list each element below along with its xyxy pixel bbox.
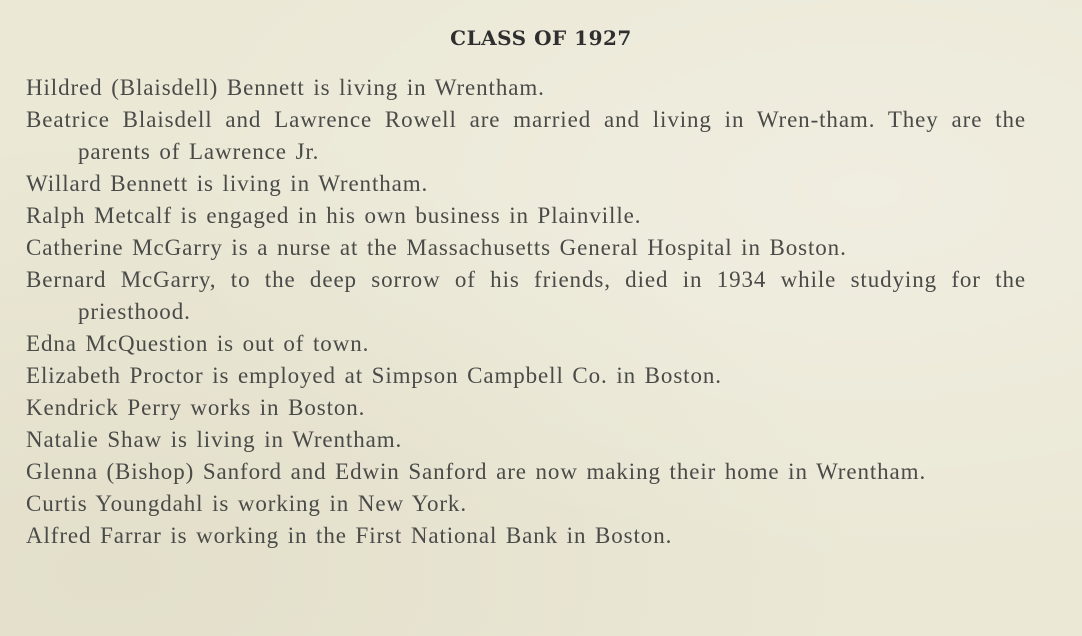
alumni-entry: Kendrick Perry works in Boston.: [26, 395, 366, 420]
page-title: CLASS OF 1927: [450, 26, 632, 50]
alumni-entry: Bernard McGarry, to the deep sorrow of his friends, died in 1934 while studying for the priesthood.: [26, 267, 1026, 324]
alumni-entry: Beatrice Blaisdell and Lawrence Rowell are married and living in Wren-tham. They are the parents of Lawrence Jr.: [26, 107, 1026, 164]
alumni-entry: Alfred Farrar is working in the First National Bank in Boston.: [26, 523, 673, 548]
alumni-entry: Curtis Youngdahl is working in New York.: [26, 491, 467, 516]
alumni-entry: Willard Bennett is living in Wrentham.: [26, 171, 429, 196]
alumni-entry: Hildred (Blaisdell) Bennett is living in Wrentham.: [26, 75, 545, 100]
alumni-entry-list: [26, 72, 1026, 552]
alumni-entry: Ralph Metcalf is engaged in his own business in Plainville.: [26, 203, 642, 228]
alumni-entry: Edna McQuestion is out of town.: [26, 331, 370, 356]
alumni-entry: Glenna (Bishop) Sanford and Edwin Sanford are now making their home in Wrentham.: [26, 459, 927, 484]
alumni-entry: Catherine McGarry is a nurse at the Massachusetts General Hospital in Boston.: [26, 235, 847, 260]
alumni-entry: Elizabeth Proctor is employed at Simpson Campbell Co. in Boston.: [26, 363, 722, 388]
alumni-entry: Natalie Shaw is living in Wrentham.: [26, 427, 403, 452]
